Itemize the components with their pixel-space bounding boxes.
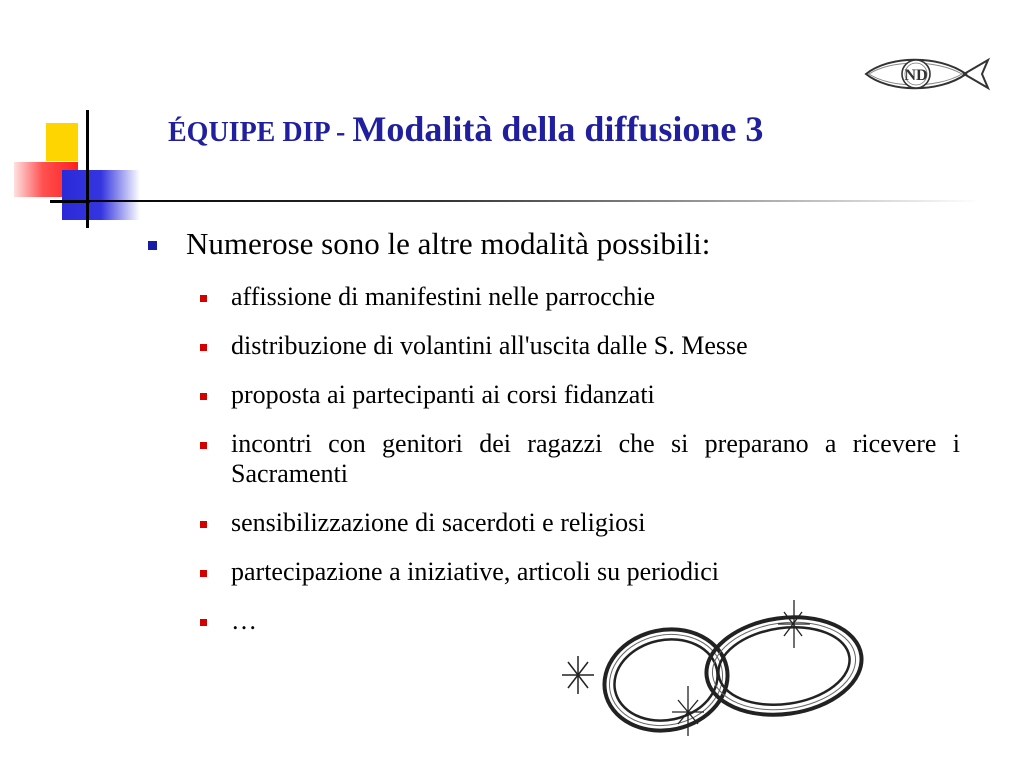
list-item (200, 557, 960, 587)
square-bullet-icon (200, 442, 207, 449)
list-item-text: affissione di manifestini nelle parrocchie (231, 282, 656, 311)
logo-letters: ND (904, 67, 928, 84)
list-item-text: partecipazione a iniziative, articoli su periodici (231, 557, 720, 586)
list-item-text: distribuzione di volantini all'uscita dalle S. Messe (231, 331, 748, 360)
square-bullet-icon (200, 295, 207, 302)
sparkle-icon (778, 600, 810, 648)
lead-text: Numerose sono le altre modalità possibili: (186, 226, 711, 261)
list-item (200, 282, 960, 312)
list-item (200, 331, 960, 361)
list-item-text: incontri con genitori dei ragazzi che si preparano a ricevere i Sacramenti (231, 429, 960, 488)
title-main: Modalità della diffusione 3 (352, 109, 764, 149)
sparkle-icon (562, 656, 594, 694)
square-bullet-icon (200, 393, 207, 400)
square-bullet-icon (200, 344, 207, 351)
slide-title (168, 108, 988, 150)
square-bullet-icon (148, 241, 157, 250)
list-item-text: proposta ai partecipanti ai corsi fidanzati (231, 380, 655, 409)
blue-gradient-bar (62, 170, 140, 220)
corner-decoration (0, 0, 160, 240)
yellow-square (46, 123, 78, 161)
square-bullet-icon (200, 570, 207, 577)
square-bullet-icon (200, 619, 207, 626)
wedding-rings-icon (548, 590, 868, 768)
list-item (200, 380, 960, 410)
title-underline (80, 200, 980, 202)
fish-icon (858, 50, 992, 100)
list-item-text: sensibilizzazione di sacerdoti e religiosi (231, 508, 646, 537)
list-item (200, 508, 960, 538)
square-bullet-icon (200, 521, 207, 528)
list-item (200, 429, 960, 489)
title-prefix: ÉQUIPE DIP - (168, 117, 353, 148)
vertical-line (86, 110, 89, 228)
list-item-text: … (231, 606, 257, 635)
